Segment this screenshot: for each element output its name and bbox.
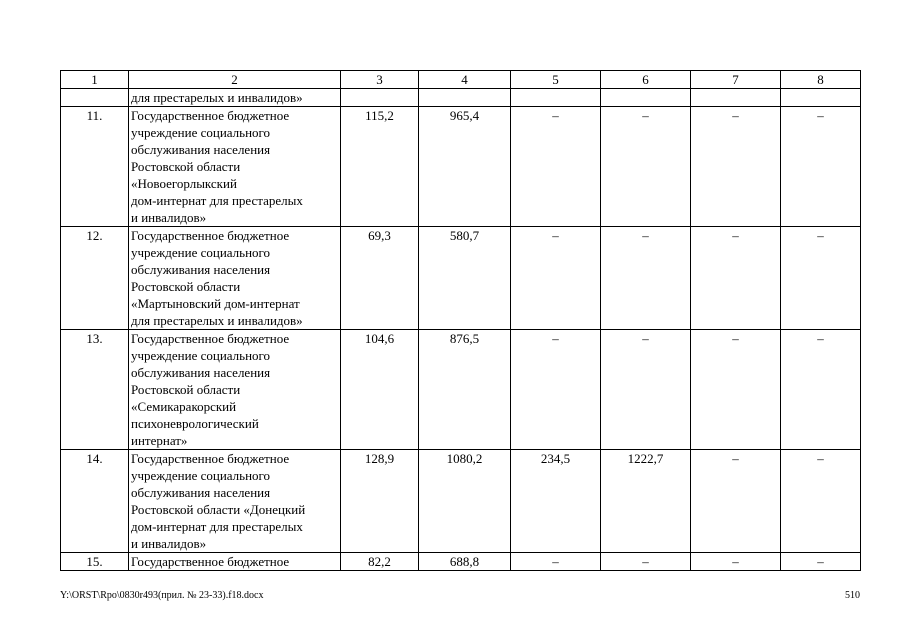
row-number: 14. <box>61 450 129 553</box>
cell-col7: – <box>691 553 781 571</box>
description-line: психоневрологический <box>131 416 259 431</box>
cell-col7: – <box>691 227 781 330</box>
cell-col6: – <box>601 330 691 450</box>
row-description <box>129 450 341 553</box>
cell-col4: 688,8 <box>419 553 511 571</box>
col-header: 6 <box>601 71 691 89</box>
description-line: Ростовской области <box>131 382 241 397</box>
table-cell <box>601 89 691 107</box>
description-line: обслуживания населения <box>131 262 271 277</box>
description-line: интернат» <box>131 433 188 448</box>
table-cell <box>511 89 601 107</box>
cell-col8: – <box>781 553 861 571</box>
col-header: 3 <box>341 71 419 89</box>
table-row <box>61 553 861 571</box>
description-line: дом-интернат для престарелых <box>131 519 303 534</box>
description-line: Государственное бюджетное <box>131 554 290 569</box>
cell-col5: 234,5 <box>511 450 601 553</box>
cell-col6: – <box>601 107 691 227</box>
cell-col3: 82,2 <box>341 553 419 571</box>
table-cell <box>419 89 511 107</box>
description-line: обслуживания населения <box>131 142 271 157</box>
row-description <box>129 227 341 330</box>
col-header: 7 <box>691 71 781 89</box>
row-description <box>129 553 341 571</box>
cell-col6: 1222,7 <box>601 450 691 553</box>
col-header: 2 <box>129 71 341 89</box>
table-cell <box>691 89 781 107</box>
cell-col4: 965,4 <box>419 107 511 227</box>
continuation-text: для престарелых и инвалидов» <box>129 89 341 107</box>
cell-col4: 1080,2 <box>419 450 511 553</box>
cell-col8: – <box>781 330 861 450</box>
table-cell <box>341 89 419 107</box>
description-line: Государственное бюджетное <box>131 108 290 123</box>
description-line: «Мартыновский дом-интернат <box>131 296 300 311</box>
description-line: «Семикаракорский <box>131 399 237 414</box>
description-line: обслуживания населения <box>131 485 271 500</box>
cell-col8: – <box>781 107 861 227</box>
table-row <box>61 330 861 450</box>
cell-col4: 580,7 <box>419 227 511 330</box>
table-cell <box>781 89 861 107</box>
col-header: 4 <box>419 71 511 89</box>
cell-col6: – <box>601 227 691 330</box>
description-line: учреждение социального <box>131 125 271 140</box>
table-row <box>61 107 861 227</box>
description-line: Ростовской области <box>131 279 241 294</box>
header-row <box>61 71 861 89</box>
description-line: «Новоегорлыкский <box>131 176 237 191</box>
cell-col3: 69,3 <box>341 227 419 330</box>
row-number: 11. <box>61 107 129 227</box>
cell-col7: – <box>691 450 781 553</box>
description-line: и инвалидов» <box>131 536 207 551</box>
continuation-row <box>61 89 861 107</box>
cell-col3: 128,9 <box>341 450 419 553</box>
description-line: обслуживания населения <box>131 365 271 380</box>
cell-col6: – <box>601 553 691 571</box>
row-description <box>129 107 341 227</box>
cell-col7: – <box>691 107 781 227</box>
cell-col5: – <box>511 227 601 330</box>
cell-col8: – <box>781 227 861 330</box>
cell-col7: – <box>691 330 781 450</box>
row-description <box>129 330 341 450</box>
row-number: 13. <box>61 330 129 450</box>
col-header: 8 <box>781 71 861 89</box>
description-line: и инвалидов» <box>131 210 207 225</box>
description-line: учреждение социального <box>131 468 271 483</box>
cell-col5: – <box>511 107 601 227</box>
cell-col3: 104,6 <box>341 330 419 450</box>
col-header: 1 <box>61 71 129 89</box>
description-line: Государственное бюджетное <box>131 331 290 346</box>
table-cell <box>61 89 129 107</box>
description-line: Государственное бюджетное <box>131 228 290 243</box>
description-line: Ростовской области <box>131 159 241 174</box>
col-header: 5 <box>511 71 601 89</box>
cell-col8: – <box>781 450 861 553</box>
table-body <box>61 71 861 571</box>
table-row <box>61 450 861 553</box>
footer-file-path: Y:\ORST\Rpo\0830r493(прил. № 23-33).f18.docx <box>60 590 264 601</box>
footer-page-number: 510 <box>845 590 860 601</box>
description-line: дом-интернат для престарелых <box>131 193 303 208</box>
cell-col3: 115,2 <box>341 107 419 227</box>
description-line: Ростовской области «Донецкий <box>131 502 306 517</box>
table-row <box>61 227 861 330</box>
cell-col4: 876,5 <box>419 330 511 450</box>
description-line: учреждение социального <box>131 348 271 363</box>
row-number: 12. <box>61 227 129 330</box>
cell-col5: – <box>511 330 601 450</box>
data-table <box>60 70 861 571</box>
cell-col5: – <box>511 553 601 571</box>
description-line: Государственное бюджетное <box>131 451 290 466</box>
row-number: 15. <box>61 553 129 571</box>
description-line: для престарелых и инвалидов» <box>131 313 303 328</box>
description-line: учреждение социального <box>131 245 271 260</box>
